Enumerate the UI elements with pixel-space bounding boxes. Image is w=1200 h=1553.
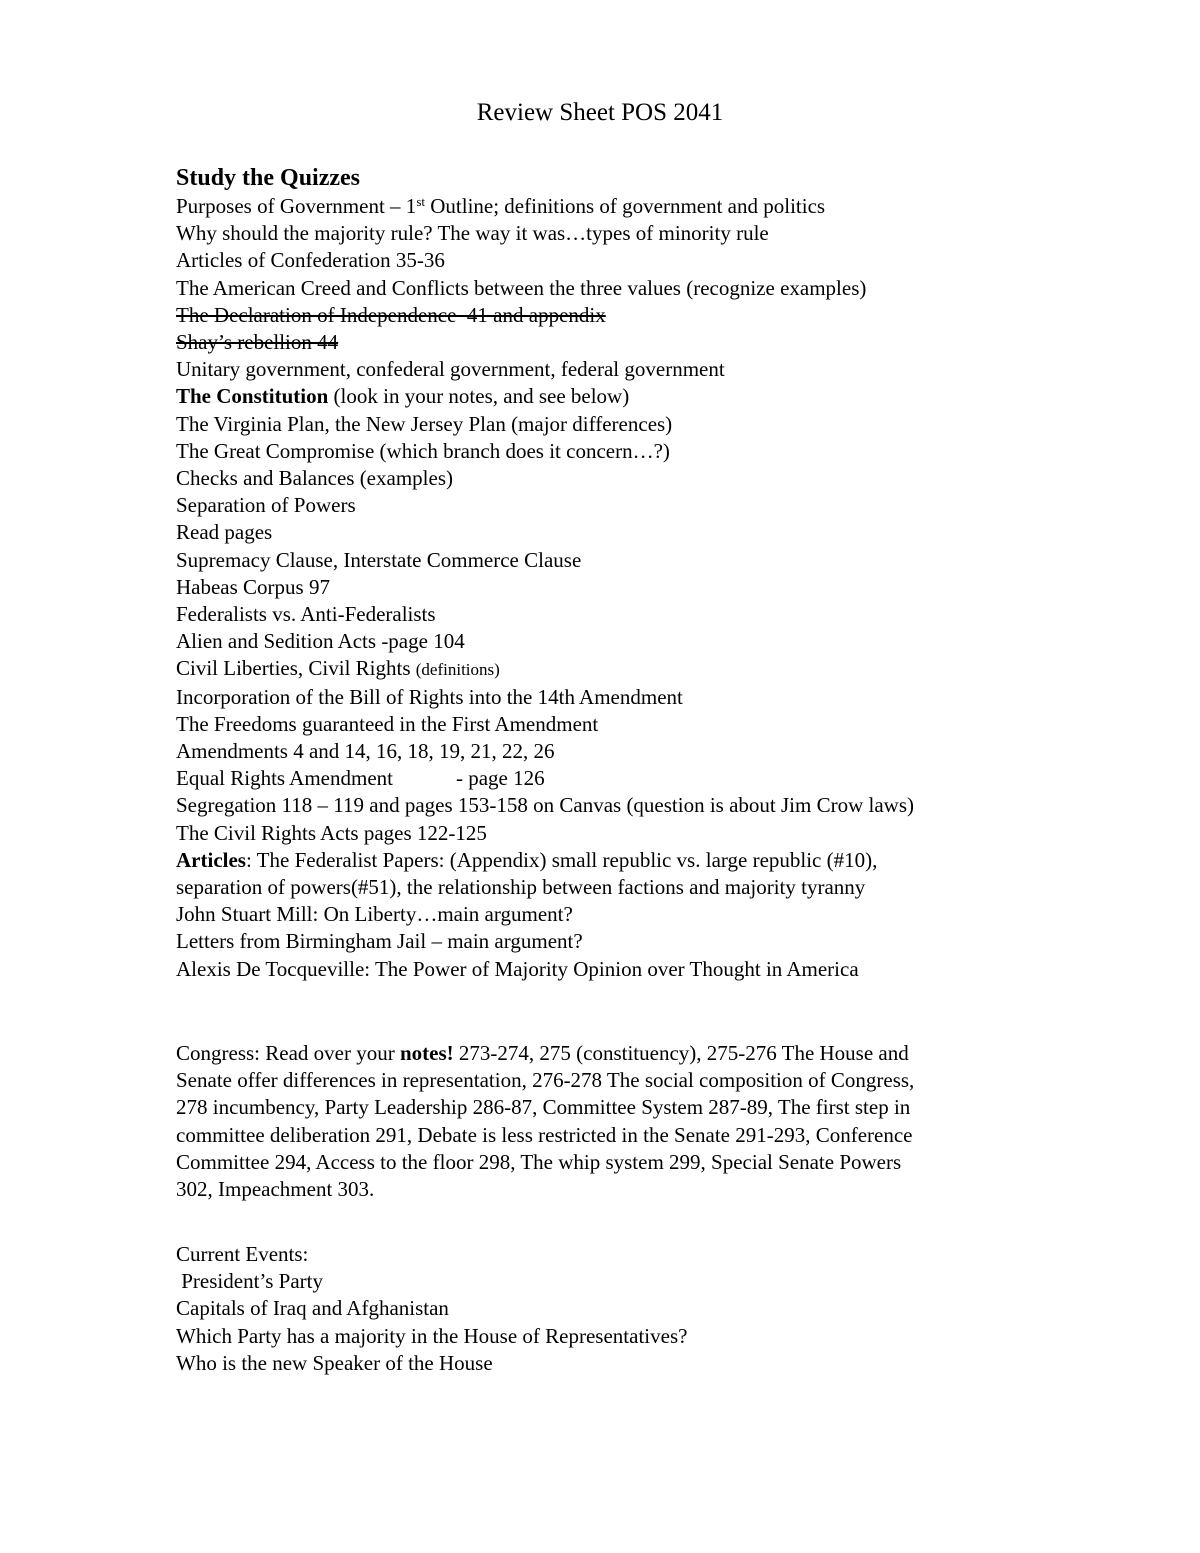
list-item: John Stuart Mill: On Liberty…main argument?: [176, 902, 573, 927]
list-item: The Virginia Plan, the New Jersey Plan (major differences): [176, 411, 673, 436]
notes-bold: notes!: [399, 1041, 454, 1065]
quizzes-heading: Study the Quizzes: [176, 165, 361, 191]
congress-intro: Congress: Read over your: [176, 1041, 400, 1065]
list-item: Articles of Confederation 35-36: [176, 248, 445, 273]
congress-section: [176, 1040, 1036, 1203]
list-item: The American Creed and Conflicts between the three values (recognize examples): [176, 275, 867, 300]
civil-text: Civil Liberties, Civil Rights: [176, 656, 416, 681]
list-item: Capitals of Iraq and Afghanistan: [176, 1296, 449, 1321]
purposes-line: [176, 193, 1036, 220]
list-item: The Civil Rights Acts pages 122-125: [176, 820, 487, 845]
current-events-heading: Current Events:: [176, 1242, 309, 1266]
list-item: Separation of Powers: [176, 493, 356, 518]
list-item: separation of powers(#51), the relationship between factions and majority tyranny: [176, 875, 866, 900]
list-item: Read pages: [176, 520, 273, 545]
purposes-text: Purposes of Government – 1: [176, 194, 417, 218]
list-item: Incorporation of the Bill of Rights into the 14th Amendment: [176, 684, 683, 709]
list-item: Why should the majority rule? The way it was…types of minority rule: [176, 221, 769, 246]
quizzes-section: [176, 163, 1036, 983]
page-title: Review Sheet POS 2041: [476, 99, 724, 126]
articles-bold: Articles: [176, 847, 246, 872]
constitution-rest: (look in your notes, and see below): [328, 384, 630, 409]
list-item: The Freedoms guaranteed in the First Amendment: [176, 711, 599, 736]
list-item: Checks and Balances (examples): [176, 466, 453, 491]
list-item: Habeas Corpus 97: [176, 574, 330, 599]
list-item: Segregation 118 – 119 and pages 153-158 on Canvas (question is about Jim Crow laws): [176, 793, 915, 818]
purposes-superscript: st: [416, 194, 425, 209]
list-item: Unitary government, confederal government, federal government: [176, 357, 725, 382]
civil-line: [176, 655, 1036, 683]
constitution-line: [176, 383, 1036, 410]
congress-text: 273-274, 275 (constituency), 275-276 The House and: [453, 1041, 909, 1065]
purposes-text-rest: Outline; definitions of government and politics: [424, 194, 826, 218]
congress-text: Senate offer differences in representation, 276-278 The social composition of Congress,: [176, 1068, 915, 1093]
list-item: The Great Compromise (which branch does it concern…?): [176, 438, 670, 463]
list-item: Supremacy Clause, Interstate Commerce Clause: [176, 547, 582, 572]
congress-line: [176, 1040, 1036, 1067]
list-item: Alexis De Tocqueville: The Power of Majority Opinion over Thought in America: [176, 956, 859, 981]
list-item: Amendments 4 and 14, 16, 18, 19, 21, 22, 26: [176, 739, 555, 764]
list-item: Letters from Birmingham Jail – main argument?: [176, 929, 583, 954]
congress-text: Committee 294, Access to the floor 298, The whip system 299, Special Senate Powers: [176, 1149, 902, 1174]
list-item: Who is the new Speaker of the House: [176, 1350, 493, 1375]
list-item: Federalists vs. Anti-Federalists: [176, 602, 436, 627]
struck-item: The Declaration of Independence 41 and appendix: [176, 302, 606, 327]
current-events-section: [176, 1241, 1036, 1377]
articles-rest: : The Federalist Papers: (Appendix) small republic vs. large republic (#10),: [245, 847, 878, 872]
congress-text: committee deliberation 291, Debate is less restricted in the Senate 291-293, Conference: [176, 1122, 913, 1147]
list-item: Equal Rights Amendment - page 126: [176, 766, 545, 791]
list-item: Which Party has a majority in the House of Representatives?: [176, 1323, 688, 1348]
struck-item: Shay’s rebellion 44: [176, 330, 339, 355]
congress-text: 278 incumbency, Party Leadership 286-87, Committee System 287-89, The first step in: [176, 1095, 911, 1120]
congress-text: 302, Impeachment 303.: [176, 1177, 375, 1202]
constitution-bold: The Constitution: [176, 384, 329, 409]
list-item: Alien and Sedition Acts -page 104: [176, 629, 465, 654]
list-item: President’s Party: [176, 1269, 323, 1294]
civil-small: (definitions): [415, 660, 500, 680]
articles-line: [176, 847, 1036, 874]
